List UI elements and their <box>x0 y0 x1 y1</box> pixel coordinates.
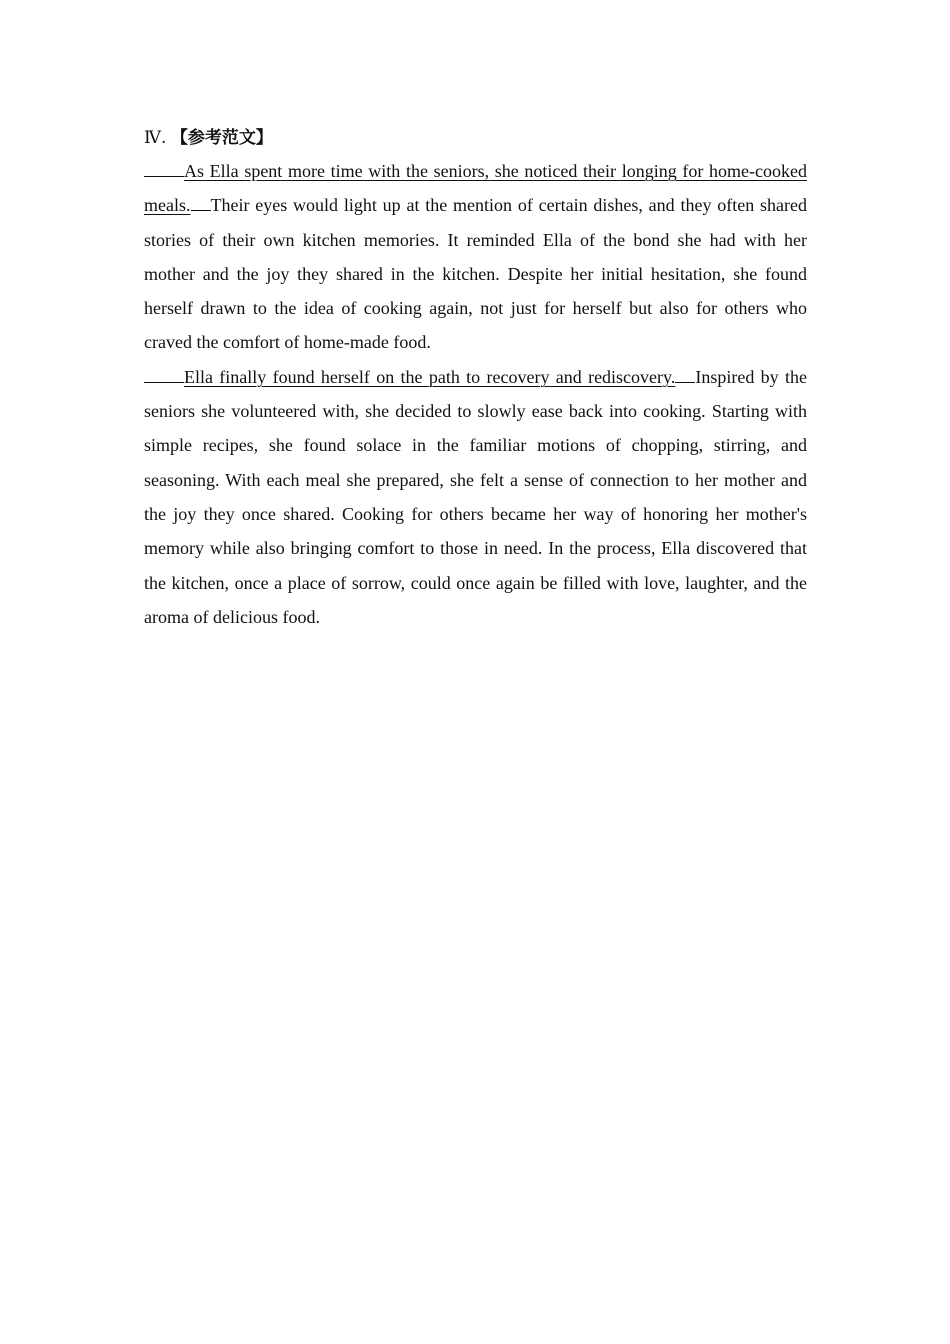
paragraph-1-given-sentence: As Ella spent more time with the seniors, she noticed their longing for home-cooked meals. <box>144 161 807 216</box>
section-heading <box>144 120 807 154</box>
paragraph-2-body: Inspired by the seniors she volunteered with, she decided to slowly ease back into cooking. Starting with simple recipes, she found solace in the familiar motions of chopping, stirring, and seasoning. With each meal she prepared, she felt a sense of connection to her mother and the joy they once shared. Cooking for others became her way of honoring her mother's memory while also bringing comfort to those in need. In the process, Ella discovered that the kitchen, once a place of sorrow, could once again be filled with love, laughter, and the aroma of delicious food. <box>144 366 807 627</box>
paragraph-2-given-sentence: Ella finally found herself on the path to recovery and rediscovery. <box>184 366 676 387</box>
paragraph-2 <box>144 360 807 634</box>
section-numeral: Ⅳ. <box>144 128 167 148</box>
paragraph-2-tail-line <box>675 360 695 383</box>
document-page <box>144 120 807 634</box>
paragraph-2-indent-line <box>144 360 184 383</box>
paragraph-1-tail-line <box>191 188 211 211</box>
paragraph-1 <box>144 154 807 360</box>
paragraph-1-indent-line <box>144 154 184 177</box>
paragraph-1-body: Their eyes would light up at the mention of certain dishes, and they often shared stories of their own kitchen memories. It reminded Ella of the bond she had with her mother and the joy they shared in the kitchen. Despite her initial hesitation, she found herself drawn to the idea of cooking again, not just for herself but also for others who craved the comfort of home-made food. <box>144 195 807 353</box>
section-title: 【参考范文】 <box>170 128 273 148</box>
